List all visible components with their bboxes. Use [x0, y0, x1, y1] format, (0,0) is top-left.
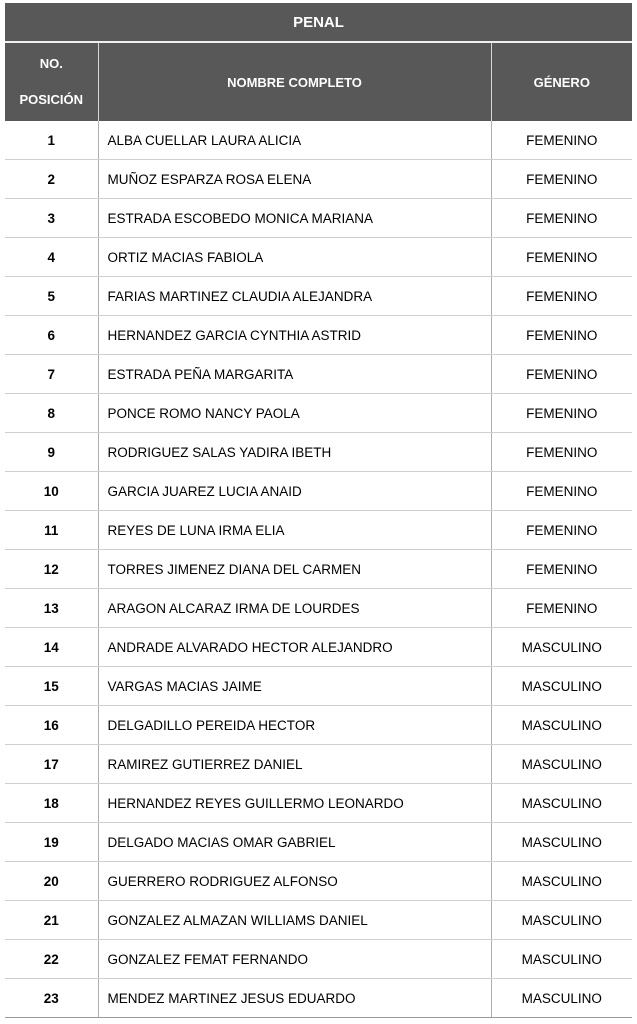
- column-header-name: NOMBRE COMPLETO: [98, 42, 491, 121]
- table-row: [5, 550, 632, 589]
- table-row: [5, 979, 632, 1018]
- table-row: [5, 823, 632, 862]
- full-name-cell: DELGADILLO PEREIDA HECTOR: [98, 706, 491, 745]
- position-cell: 15: [5, 667, 98, 706]
- table-body: [5, 121, 632, 1018]
- gender-cell: FEMENINO: [491, 433, 632, 472]
- column-header-position: [5, 42, 98, 121]
- table-row: [5, 745, 632, 784]
- table-row: [5, 862, 632, 901]
- gender-cell: FEMENINO: [491, 160, 632, 199]
- gender-cell: FEMENINO: [491, 550, 632, 589]
- position-cell: 6: [5, 316, 98, 355]
- position-cell: 21: [5, 901, 98, 940]
- gender-cell: MASCULINO: [491, 745, 632, 784]
- position-cell: 19: [5, 823, 98, 862]
- full-name-cell: PONCE ROMO NANCY PAOLA: [98, 394, 491, 433]
- gender-cell: MASCULINO: [491, 823, 632, 862]
- full-name-cell: GUERRERO RODRIGUEZ ALFONSO: [98, 862, 491, 901]
- column-header-position-line2: POSICIÓN: [19, 92, 84, 107]
- table-row: [5, 901, 632, 940]
- gender-cell: FEMENINO: [491, 511, 632, 550]
- position-cell: 16: [5, 706, 98, 745]
- position-cell: 17: [5, 745, 98, 784]
- position-cell: 5: [5, 277, 98, 316]
- position-cell: 23: [5, 979, 98, 1018]
- position-cell: 4: [5, 238, 98, 277]
- position-cell: 8: [5, 394, 98, 433]
- table-row: [5, 199, 632, 238]
- full-name-cell: REYES DE LUNA IRMA ELIA: [98, 511, 491, 550]
- column-header-gender: GÉNERO: [491, 42, 632, 121]
- table-row: [5, 238, 632, 277]
- position-cell: 3: [5, 199, 98, 238]
- column-header-position-line1: NO.: [39, 56, 63, 71]
- full-name-cell: HERNANDEZ REYES GUILLERMO LEONARDO: [98, 784, 491, 823]
- table-row: [5, 784, 632, 823]
- full-name-cell: ARAGON ALCARAZ IRMA DE LOURDES: [98, 589, 491, 628]
- full-name-cell: ANDRADE ALVARADO HECTOR ALEJANDRO: [98, 628, 491, 667]
- column-header-row: [5, 42, 632, 121]
- table-row: [5, 433, 632, 472]
- position-cell: 12: [5, 550, 98, 589]
- gender-cell: MASCULINO: [491, 901, 632, 940]
- position-cell: 9: [5, 433, 98, 472]
- full-name-cell: RODRIGUEZ SALAS YADIRA IBETH: [98, 433, 491, 472]
- gender-cell: MASCULINO: [491, 862, 632, 901]
- full-name-cell: RAMIREZ GUTIERREZ DANIEL: [98, 745, 491, 784]
- gender-cell: MASCULINO: [491, 628, 632, 667]
- position-cell: 7: [5, 355, 98, 394]
- gender-cell: MASCULINO: [491, 979, 632, 1018]
- table-row: [5, 472, 632, 511]
- full-name-cell: VARGAS MACIAS JAIME: [98, 667, 491, 706]
- table-row: [5, 589, 632, 628]
- table-title: PENAL: [5, 3, 632, 42]
- full-name-cell: GONZALEZ ALMAZAN WILLIAMS DANIEL: [98, 901, 491, 940]
- full-name-cell: ORTIZ MACIAS FABIOLA: [98, 238, 491, 277]
- position-cell: 20: [5, 862, 98, 901]
- penal-roster-table: [5, 3, 632, 1018]
- table-row: [5, 511, 632, 550]
- full-name-cell: GONZALEZ FEMAT FERNANDO: [98, 940, 491, 979]
- full-name-cell: HERNANDEZ GARCIA CYNTHIA ASTRID: [98, 316, 491, 355]
- gender-cell: FEMENINO: [491, 472, 632, 511]
- table-row: [5, 355, 632, 394]
- gender-cell: FEMENINO: [491, 121, 632, 160]
- full-name-cell: FARIAS MARTINEZ CLAUDIA ALEJANDRA: [98, 277, 491, 316]
- gender-cell: FEMENINO: [491, 394, 632, 433]
- position-cell: 11: [5, 511, 98, 550]
- gender-cell: FEMENINO: [491, 277, 632, 316]
- table-row: [5, 160, 632, 199]
- position-cell: 13: [5, 589, 98, 628]
- table-row: [5, 277, 632, 316]
- position-cell: 22: [5, 940, 98, 979]
- full-name-cell: TORRES JIMENEZ DIANA DEL CARMEN: [98, 550, 491, 589]
- full-name-cell: GARCIA JUAREZ LUCIA ANAID: [98, 472, 491, 511]
- position-cell: 18: [5, 784, 98, 823]
- gender-cell: MASCULINO: [491, 940, 632, 979]
- position-cell: 14: [5, 628, 98, 667]
- gender-cell: FEMENINO: [491, 199, 632, 238]
- gender-cell: FEMENINO: [491, 238, 632, 277]
- full-name-cell: DELGADO MACIAS OMAR GABRIEL: [98, 823, 491, 862]
- table-row: [5, 316, 632, 355]
- table-row: [5, 667, 632, 706]
- full-name-cell: ALBA CUELLAR LAURA ALICIA: [98, 121, 491, 160]
- gender-cell: FEMENINO: [491, 355, 632, 394]
- table-row: [5, 121, 632, 160]
- gender-cell: FEMENINO: [491, 316, 632, 355]
- table-row: [5, 628, 632, 667]
- full-name-cell: MENDEZ MARTINEZ JESUS EDUARDO: [98, 979, 491, 1018]
- gender-cell: MASCULINO: [491, 667, 632, 706]
- gender-cell: MASCULINO: [491, 706, 632, 745]
- full-name-cell: MUÑOZ ESPARZA ROSA ELENA: [98, 160, 491, 199]
- gender-cell: FEMENINO: [491, 589, 632, 628]
- full-name-cell: ESTRADA ESCOBEDO MONICA MARIANA: [98, 199, 491, 238]
- table-row: [5, 706, 632, 745]
- position-cell: 2: [5, 160, 98, 199]
- table-row: [5, 394, 632, 433]
- table-row: [5, 940, 632, 979]
- gender-cell: MASCULINO: [491, 784, 632, 823]
- position-cell: 10: [5, 472, 98, 511]
- full-name-cell: ESTRADA PEÑA MARGARITA: [98, 355, 491, 394]
- position-cell: 1: [5, 121, 98, 160]
- table-title-row: [5, 3, 632, 42]
